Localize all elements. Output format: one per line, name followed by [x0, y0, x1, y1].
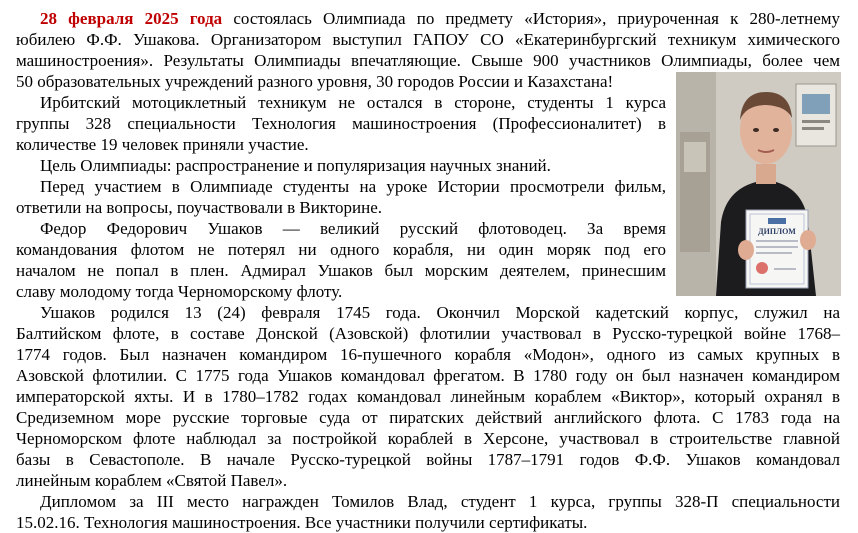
- article-line-15: Ушаков родился 13 (24) февраля 1745 года. Окончил Морской кадетский корпус, служил на: [40, 303, 840, 322]
- article-line-9: Перед участием в Олимпиаде студенты на уроке Истории просмотрели фильм,: [40, 177, 666, 196]
- article-line-20: Средиземном море русские торговые суда от пиратских действий английского флота. С 1783 года на: [16, 408, 840, 427]
- student-photo-illustration: [676, 72, 841, 296]
- article-line-17: 1774 годов. Был назначен командиром 16-пушечного корабля «Модон», одного из самых крупных в: [16, 345, 840, 364]
- article-line-8: Цель Олимпиады: распространение и популяризация научных знаний.: [40, 156, 551, 175]
- article-line-2: юбилею Ф.Ф. Ушакова. Организатором выступил ГАПОУ СО «Екатеринбургский техникум химического: [16, 30, 840, 49]
- student-photo: [676, 72, 841, 296]
- article-line-16: Балтийском флоте, в составе Донской (Азовской) флотилии участвовал в Русско-турецкой войне 1768–: [16, 324, 840, 343]
- svg-text:ДИПЛОМ: ДИПЛОМ: [758, 227, 796, 236]
- diploma-icon: [746, 210, 808, 288]
- article-line-12: командования флотом не потерял ни одного корабля, ни один моряк под его: [16, 240, 666, 259]
- article-line-24: Дипломом за III место награжден Томилов Влад, студент 1 курса, группы 328-П специальности: [40, 492, 840, 511]
- article-line-10: ответили на вопросы, поучаствовали в Викторине.: [16, 198, 383, 217]
- article-line-11: Федор Федорович Ушаков — великий русский флотоводец. За время: [40, 219, 666, 238]
- article-line-5: Ирбитский мотоциклетный техникум не остался в стороне, студенты 1 курса: [40, 93, 666, 112]
- article-line-18: Азовской флотилии. С 1775 года Ушаков командовал фрегатом. В 1780 году он был назначен командиром: [16, 366, 840, 385]
- article-line-23: линейным кораблем «Святой Павел».: [16, 471, 288, 490]
- article-line-14: славу молодому тогда Черноморскому флоту.: [16, 282, 343, 301]
- article-date: 28 февраля 2025 года: [40, 9, 223, 28]
- article-line-7: количестве 19 человек приняли участие.: [16, 135, 309, 154]
- article-line-1: 28 февраля 2025 года состоялась Олимпиада по предмету «История», приуроченная к 280-летнему: [40, 9, 841, 28]
- article-line-3: машиностроения». Результаты Олимпиады впечатляющие. Свыше 900 участников Олимпиады, более чем: [16, 51, 840, 70]
- article-line-22: базы в Севастополе. В начале Русско-турецкой войны 1787–1791 годов Ф.Ф. Ушаков командовал: [16, 450, 840, 469]
- article-line-6: группы 328 специальности Технология машиностроения (Профессионалитет) в: [16, 114, 666, 133]
- article-line-25: 15.02.16. Технология машиностроения. Все участники получили сертификаты.: [16, 513, 588, 532]
- article-line-21: Черноморском флоте наблюдал за постройкой кораблей в Херсоне, участвовал в строительстве главной: [16, 429, 840, 448]
- article-line-4: 50 образовательных учреждений разного уровня, 30 городов России и Казахстана!: [16, 72, 614, 91]
- article-line-13: началом не попал в плен. Адмирал Ушаков был морским деятелем, принесшим: [16, 261, 666, 280]
- article-line-19: императорской яхты. И в 1780–1782 годах командовал линейным кораблем «Виктор», который охранял в: [16, 387, 840, 406]
